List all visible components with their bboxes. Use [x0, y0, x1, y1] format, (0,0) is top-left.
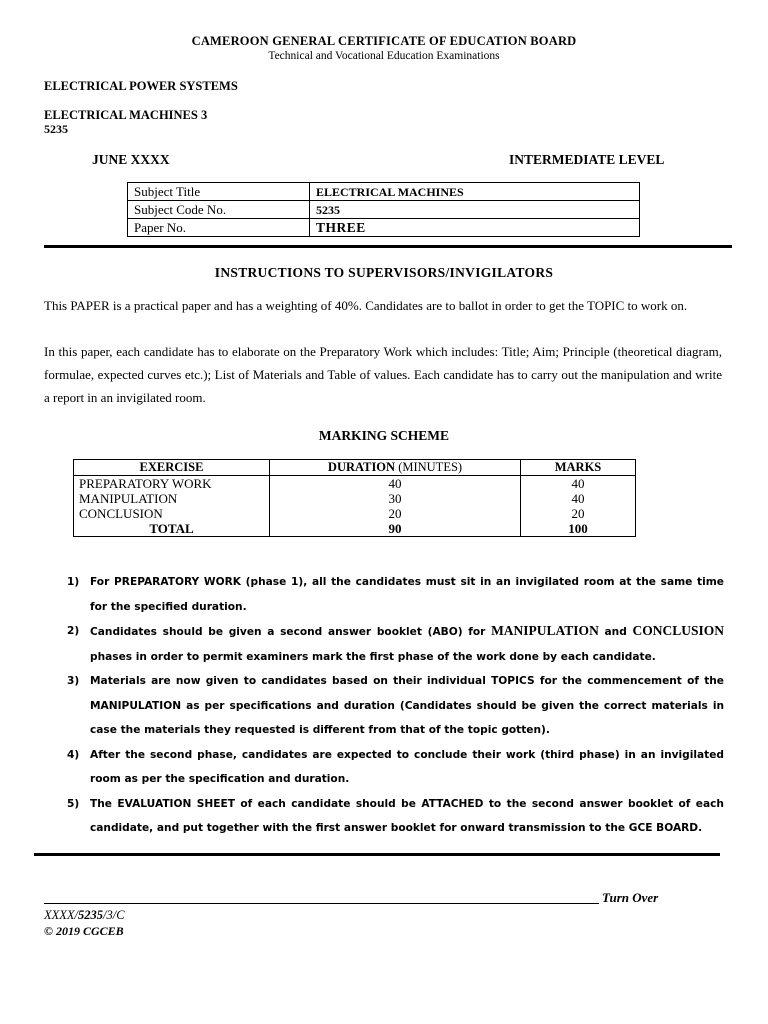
list-number: 3): [67, 675, 80, 687]
duration-header-unit: (MINUTES): [395, 460, 463, 474]
level-label: INTERMEDIATE LEVEL: [509, 152, 665, 167]
subject-code-cell-label: Subject Code No.: [128, 201, 310, 219]
duration-cell: 30: [270, 491, 521, 506]
list-item: [44, 570, 724, 619]
bottom-divider-rule: [34, 853, 720, 856]
duration-cell: 40: [270, 476, 521, 492]
total-marks-cell: 100: [521, 521, 636, 537]
list-emphasis: TOPICS: [491, 675, 535, 687]
session-label: JUNE XXXX: [92, 152, 170, 167]
paper-code-suffix: /3/C: [103, 908, 125, 922]
total-label-cell: TOTAL: [74, 521, 270, 537]
list-text: The: [90, 797, 118, 810]
list-text: .: [698, 822, 703, 834]
subject-info-table: [127, 182, 640, 237]
list-number: 2): [67, 625, 80, 637]
marking-scheme-table: [73, 459, 636, 537]
total-duration-cell: 90: [270, 521, 521, 537]
duration-cell: 20: [270, 506, 521, 521]
list-number: 1): [67, 576, 80, 588]
subject-title-label: Subject Title: [128, 183, 310, 201]
paper-code-number: 5235: [78, 908, 104, 922]
exercise-cell: MANIPULATION: [74, 491, 270, 506]
subject-code-cell-value: 5235: [310, 201, 640, 219]
list-number: 5): [67, 797, 80, 810]
list-emphasis: ATTACHED: [421, 797, 484, 810]
list-emphasis: MANIPULATION: [491, 623, 599, 638]
turn-over-label: Turn Over: [602, 890, 659, 905]
list-emphasis: EVALUATION SHEET: [117, 797, 235, 810]
list-emphasis: GCE BOARD: [628, 822, 699, 834]
list-emphasis: MANIPULATION: [90, 699, 182, 712]
table-row: [74, 476, 636, 492]
list-text: for the commencement of the: [534, 675, 724, 687]
instructions-paragraph-1: This PAPER is a practical paper and has a weighting of 40%. Candidates are to ballot in order to get the TOPIC to work on.: [44, 298, 688, 313]
list-text: as per specifications and duration (Candidates should be given the correct materials in case the materials they requested is different from that of the topic gotten).: [90, 699, 724, 736]
list-item: [44, 619, 724, 669]
board-subtitle: Technical and Vocational Education Examinations: [268, 50, 500, 62]
list-text: Candidates should be given a second answer booklet (ABO) for: [90, 626, 492, 638]
marking-scheme-title: MARKING SCHEME: [318, 428, 450, 443]
paper-no-value: THREE: [310, 219, 640, 237]
list-item: [44, 792, 724, 841]
footer-underline: [44, 903, 599, 904]
table-total-row: [74, 521, 636, 537]
list-text: and: [598, 626, 633, 638]
paper-code-year: XXXX/: [44, 908, 79, 922]
marks-cell: 40: [521, 491, 636, 506]
supervisor-instructions-list: [44, 570, 724, 841]
marks-header: MARKS: [521, 460, 636, 476]
board-title: CAMEROON GENERAL CERTIFICATE OF EDUCATION BOARD: [191, 34, 577, 48]
exercise-cell: CONCLUSION: [74, 506, 270, 521]
instructions-paragraph-2: In this paper, each candidate has to elaborate on the Preparatory Work which includes: Title; Aim; Principle (theoretical diagram, formulae, expected curves etc.); List of Materials and Table of values. Each candidate has to carry out the manipulation and write a report in an invigilated room.: [44, 344, 722, 405]
divider-rule: [44, 245, 732, 248]
paper-no-label: Paper No.: [128, 219, 310, 237]
marks-cell: 20: [521, 506, 636, 521]
department-label: ELECTRICAL POWER SYSTEMS: [44, 79, 238, 93]
list-text: Materials are now given to candidates based on their individual: [90, 675, 492, 687]
copyright-notice: © 2019 CGCEB: [44, 924, 124, 938]
list-text: to the second answer booklet of each candidate, and put together with the first answer booklet for onward transmission to the: [90, 797, 724, 834]
duration-header-bold: DURATION: [327, 460, 396, 474]
table-row: [128, 183, 640, 201]
list-text: of each candidate should be: [234, 797, 422, 810]
list-number: 4): [67, 748, 80, 761]
table-row: [74, 506, 636, 521]
list-item: [44, 743, 724, 792]
list-item: [44, 669, 724, 743]
instructions-title: INSTRUCTIONS TO SUPERVISORS/INVIGILATORS: [214, 265, 554, 280]
table-row: [128, 201, 640, 219]
table-row: [74, 491, 636, 506]
subject-code-label: 5235: [44, 122, 68, 136]
list-text: For: [90, 576, 115, 588]
table-row: [128, 219, 640, 237]
subject-label: ELECTRICAL MACHINES 3: [44, 108, 208, 122]
duration-header: [270, 460, 521, 476]
exercise-header: EXERCISE: [74, 460, 270, 476]
paper-code: [44, 908, 125, 923]
list-text: phases in order to permit examiners mark the first phase of the work done by each candidate.: [90, 650, 656, 663]
list-emphasis: CONCLUSION: [632, 623, 724, 638]
marks-cell: 40: [521, 476, 636, 492]
table-header-row: [74, 460, 636, 476]
list-text: After the second phase, candidates are expected to conclude their work (third phase) in an invigilated room as per the specification and duration.: [90, 748, 724, 785]
list-text: (phase 1), all the candidates must sit in an invigilated room at the same time for the specified duration.: [90, 576, 724, 613]
exercise-cell: PREPARATORY WORK: [74, 476, 270, 492]
subject-title-value: ELECTRICAL MACHINES: [310, 183, 640, 201]
list-emphasis: PREPARATORY WORK: [114, 576, 241, 588]
